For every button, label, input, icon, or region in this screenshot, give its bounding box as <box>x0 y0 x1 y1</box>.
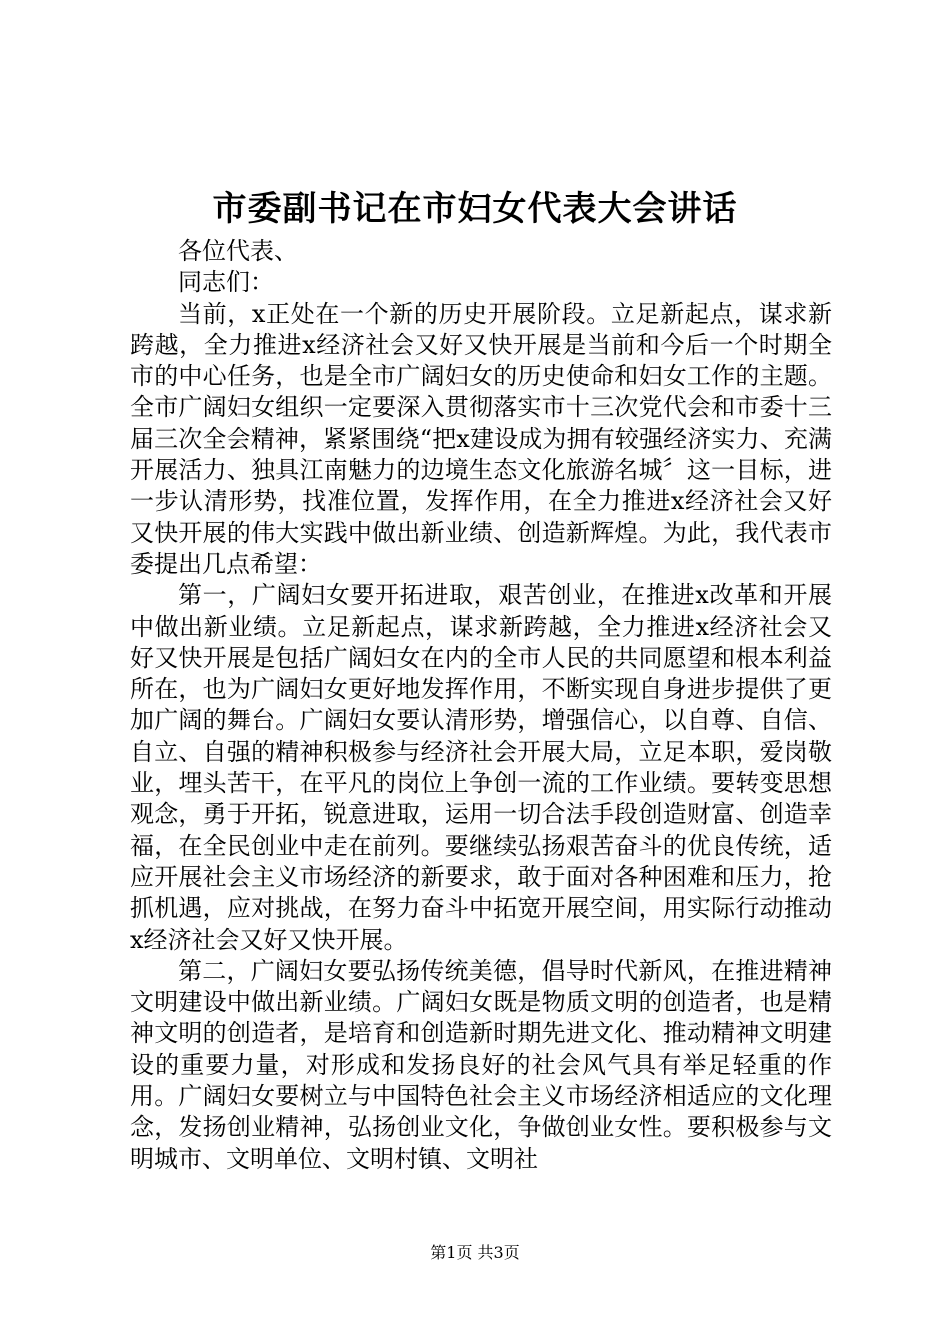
document-body <box>130 236 832 1175</box>
paragraph-second-point: 第二，广阔妇女要弘扬传统美德，倡导时代新风，在推进精神文明建设中做出新业绩。广阔妇女既是物质文明的创造者，也是精神文明的创造者，是培育和创造新时期先进文化、推动精神文明建设的重要力量，对形成和发扬良好的社会风气具有举足轻重的作用。广阔妇女要树立与中国特色社会主义市场经济相适应的文化理念，发扬创业精神，弘扬创业文化，争做创业女性。要积极参与文明城市、文明单位、文明村镇、文明社 <box>130 956 832 1173</box>
paragraph-intro: 当前，x正处在一个新的历史开展阶段。立足新起点，谋求新跨越，全力推进x经济社会又好又快开展是当前和今后一个时期全市的中心任务，也是全市广阔妇女的历史使命和妇女工作的主题。全市广阔妇女组织一定要深入贯彻落实市十三次党代会和市委十三届三次全会精神，紧紧围绕“把x建设成为拥有较强经济实力、充满开展活力、独具江南魅力的边境生态文化旅游名城〞这一目标，进一步认清形势，找准位置，发挥作用，在全力推进x经济社会又好又快开展的伟大实践中做出新业绩、创造新辉煌。为此，我代表市委提出几点希望： <box>130 299 832 578</box>
salutation-line-1: 各位代表、 <box>178 237 298 265</box>
page-footer: 第1页 共3页 <box>430 1243 520 1262</box>
document-title: 市委副书记在市妇女代表大会讲话 <box>212 189 738 229</box>
paragraph-first-point: 第一，广阔妇女要开拓进取，艰苦创业，在推进x改革和开展中做出新业绩。立足新起点，谋求新跨越，全力推进x经济社会又好又快开展是包括广阔妇女在内的全市人民的共同愿望和根本利益所在，也为广阔妇女更好地发挥作用，不断实现自身进步提供了更加广阔的舞台。广阔妇女要认清形势，增强信心，以自尊、自信、自立、自强的精神积极参与经济社会开展大局，立足本职，爱岗敬业，埋头苦干，在平凡的岗位上争创一流的工作业绩。要转变思想观念，勇于开拓，锐意进取，运用一切合法手段创造财富、创造幸福，在全民创业中走在前列。要继续弘扬艰苦奋斗的优良传统，适应开展社会主义市场经济的新要求，敢于面对各种困难和压力，抢抓机遇，应对挑战，在努力奋斗中拓宽开展空间，用实际行动推动x经济社会又好又快开展。 <box>130 581 832 954</box>
salutation-line-2: 同志们： <box>178 268 274 297</box>
